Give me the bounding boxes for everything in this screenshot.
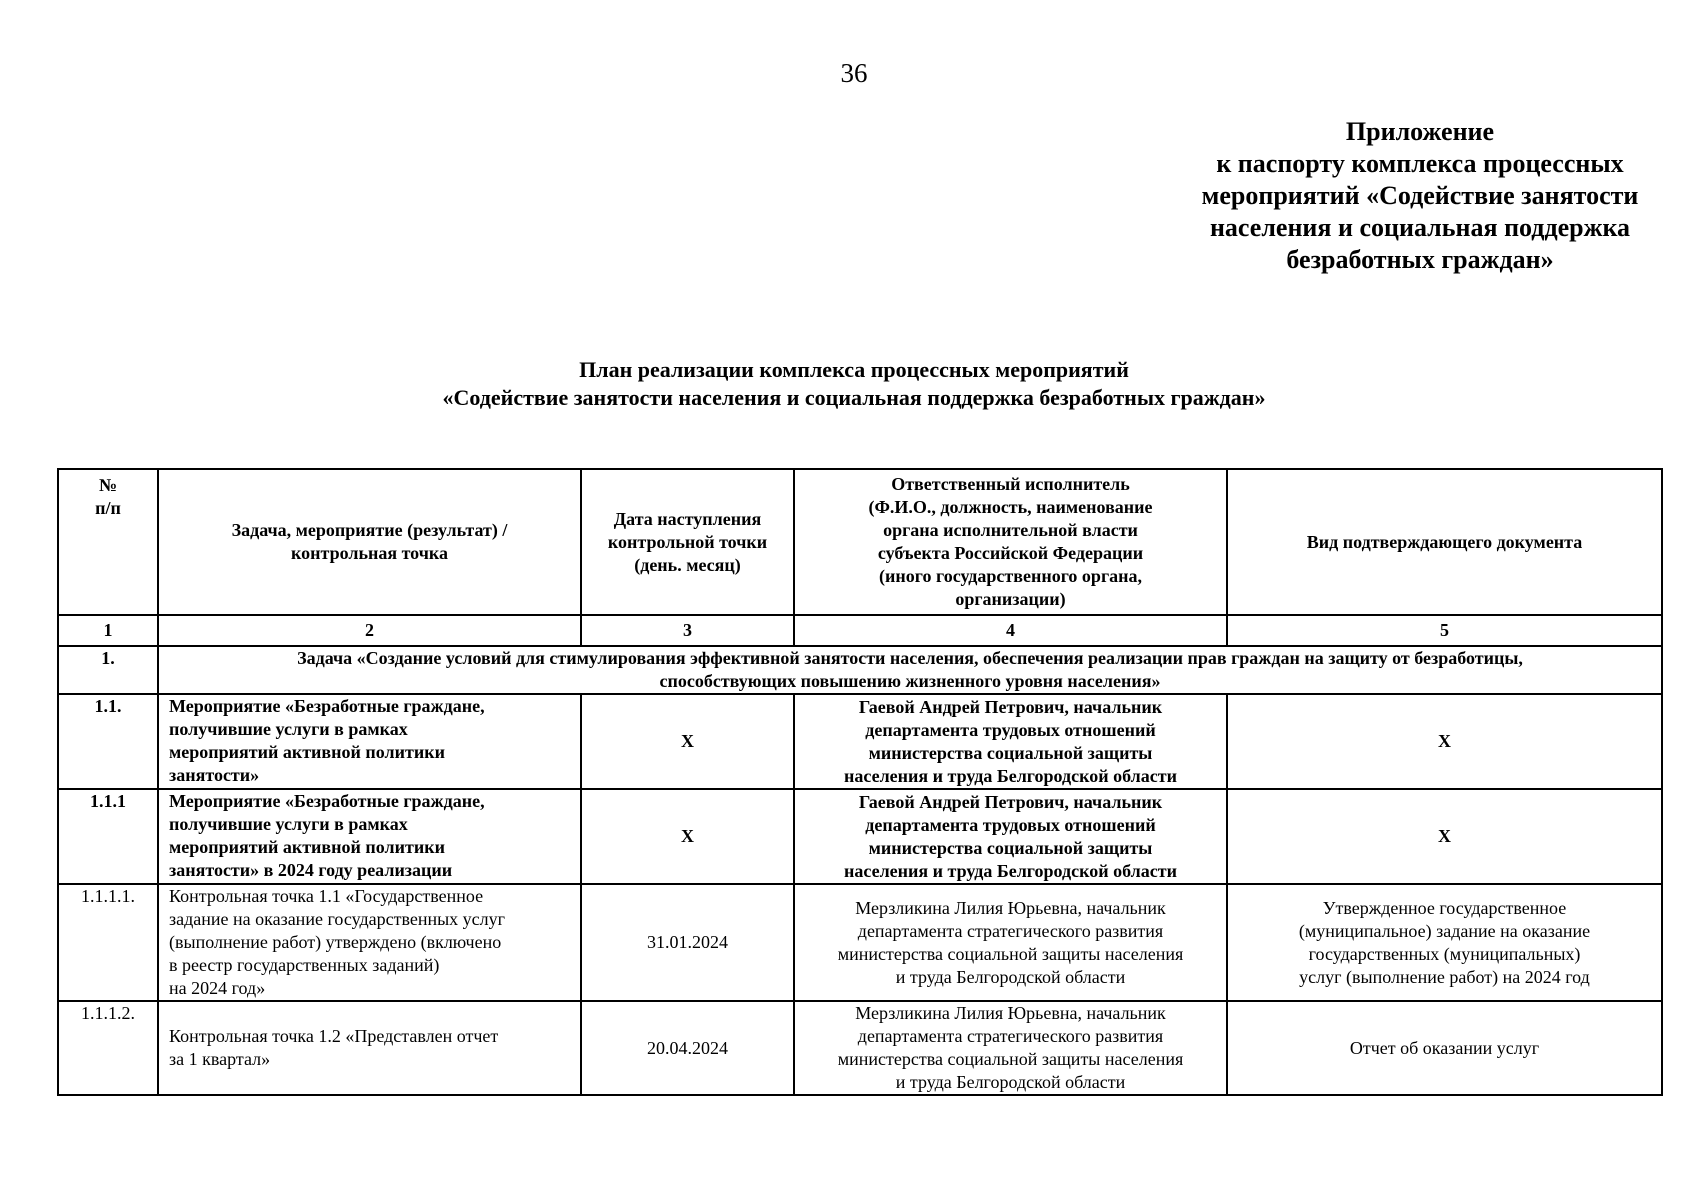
executor-cell: Гаевой Андрей Петрович, начальник департамента трудовых отношений министерства социальной защиты населения и труда Белгородской области xyxy=(794,694,1227,789)
plan-title-line: «Содействие занятости населения и социальная поддержка безработных граждан» xyxy=(442,385,1266,410)
plan-table xyxy=(57,468,1663,1096)
document-cell: Отчет об оказании услуг xyxy=(1227,1001,1662,1095)
column-number: 2 xyxy=(158,615,581,646)
executor-cell: Мерзликина Лилия Юрьевна, начальник департамента стратегического развития министерства социальной защиты населения и труда Белгородской области xyxy=(794,1001,1227,1095)
appendix-line: Приложение xyxy=(1345,117,1495,146)
appendix-line: населения и социальная поддержка xyxy=(1209,213,1631,242)
task-cell: Мероприятие «Безработные граждане, получившие услуги в рамках мероприятий активной политики занятости» xyxy=(158,694,581,789)
document-cell: Утвержденное государственное (муниципальное) задание на оказание государственных (муниципальных) услуг (выполнение работ) на 2024 год xyxy=(1227,884,1662,1001)
table-row xyxy=(58,884,1662,1001)
table-header-row xyxy=(58,469,1662,615)
table-row xyxy=(58,789,1662,884)
task-cell: Контрольная точка 1.2 «Представлен отчет за 1 квартал» xyxy=(158,1001,581,1095)
row-number: 1.1.1 xyxy=(58,789,158,884)
row-number: 1.1.1.1. xyxy=(58,884,158,1001)
header-task: Задача, мероприятие (результат) / контрольная точка xyxy=(158,469,581,615)
task-row xyxy=(58,646,1662,694)
column-number: 4 xyxy=(794,615,1227,646)
task-cell: Мероприятие «Безработные граждане, получившие услуги в рамках мероприятий активной политики занятости» в 2024 году реализации xyxy=(158,789,581,884)
date-cell: X xyxy=(581,789,794,884)
table-row xyxy=(58,1001,1662,1095)
appendix-line: к паспорту комплекса процессных xyxy=(1216,149,1624,178)
row-number: 1. xyxy=(58,646,158,694)
appendix-heading xyxy=(1150,116,1690,276)
header-date: Дата наступления контрольной точки (день. месяц) xyxy=(581,469,794,615)
column-number: 1 xyxy=(58,615,158,646)
document-cell: X xyxy=(1227,789,1662,884)
row-number: 1.1. xyxy=(58,694,158,789)
column-number: 5 xyxy=(1227,615,1662,646)
header-executor: Ответственный исполнитель (Ф.И.О., должность, наименование органа исполнительной власти субъекта Российской Федерации (иного государственного органа, организации) xyxy=(794,469,1227,615)
row-number: 1.1.1.2. xyxy=(58,1001,158,1095)
plan-title-line: План реализации комплекса процессных мероприятий xyxy=(579,357,1129,382)
task-text: Задача «Создание условий для стимулирования эффективной занятости населения, обеспечения реализации прав граждан на защиту от безработицы, способствующих повышению жизненного уровня населения» xyxy=(158,646,1662,694)
appendix-line: безработных граждан» xyxy=(1286,245,1554,274)
header-document: Вид подтверждающего документа xyxy=(1227,469,1662,615)
executor-cell: Мерзликина Лилия Юрьевна, начальник департамента стратегического развития министерства социальной защиты населения и труда Белгородской области xyxy=(794,884,1227,1001)
column-number: 3 xyxy=(581,615,794,646)
appendix-line: мероприятий «Содействие занятости xyxy=(1201,181,1639,210)
task-cell: Контрольная точка 1.1 «Государственное задание на оказание государственных услуг (выполнение работ) утверждено (включено в реестр государственных заданий) на 2024 год» xyxy=(158,884,581,1001)
page-number: 36 xyxy=(840,58,868,88)
executor-cell: Гаевой Андрей Петрович, начальник департамента трудовых отношений министерства социальной защиты населения и труда Белгородской области xyxy=(794,789,1227,884)
date-cell: 20.04.2024 xyxy=(581,1001,794,1095)
date-cell: 31.01.2024 xyxy=(581,884,794,1001)
plan-title xyxy=(0,356,1708,412)
table-row xyxy=(58,694,1662,789)
header-number: № п/п xyxy=(58,469,158,615)
document-cell: X xyxy=(1227,694,1662,789)
column-number-row xyxy=(58,615,1662,646)
date-cell: X xyxy=(581,694,794,789)
